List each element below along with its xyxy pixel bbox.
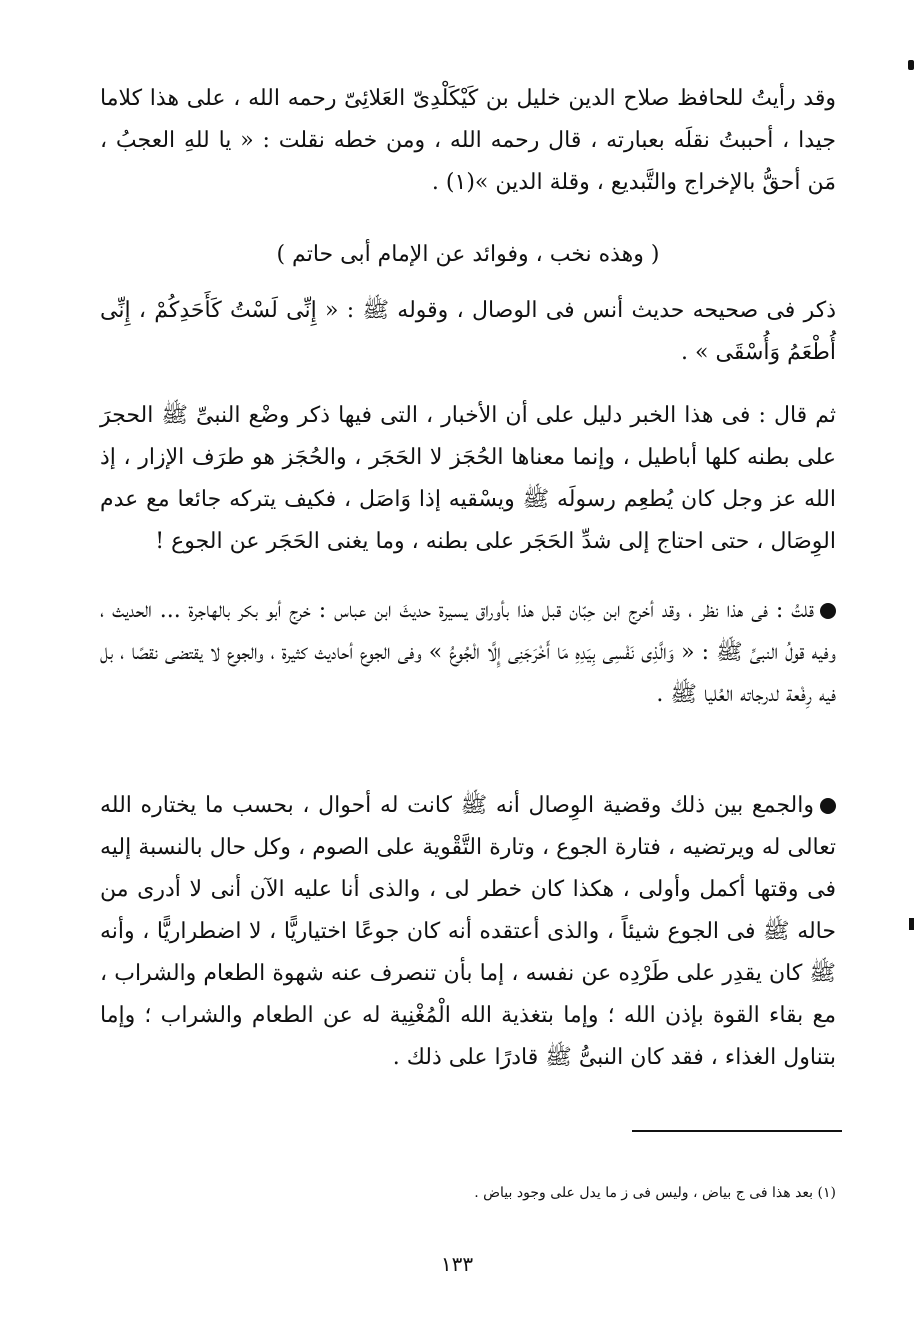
paragraph-hadith [100,290,836,374]
margin-mark [908,60,914,70]
bullet-icon [820,603,836,619]
hadith-text: ذكر فى صحيحه حديث أنس فى الوصال ، وقوله ﷺ : « إِنِّى لَسْتُ كَأَحَدِكُمْ ، إِنِّى أُطْعَمُ وَأُسْقَى » . [100,298,836,365]
section-heading: ( وهذه نخب ، وفوائد عن الإمام أبى حاتم ) [276,242,660,267]
intro-text: وقد رأيتُ للحافظ صلاح الدين خليل بن كَيْكَلْدِىّ العَلائِىّ رحمه الله ، على هذا كلاما جيدا ، أحببتُ نقلَه بعبارته ، قال رحمه الله ، ومن خطه نقلت : « يا للهِ العجبُ ، مَن أحقُّ بالإخراج والتَّبديع ، وقلة الدين »(١) . [100,86,836,195]
footnote: (١) بعد هذا فى ج بياض ، وليس فى ز ما يدل على وجود بياض . [474,1185,836,1201]
bullet-icon [820,798,836,814]
paragraph-reply [100,590,836,716]
reconcile-text: والجمع بين ذلك وقضية الوِصال أنه ﷺ كانت له أحوال ، بحسب ما يختاره الله تعالى له ويرتضيه ، فتارة الجوع ، وتارة التَّقْوية على الصوم ، وكل حال بالنسبة إليه فى وقتها أكمل وأولى ، هكذا كان خطر لى ، والذى أنا عليه الآن أنى لا أدرى من حاله ﷺ فى الجوع شيئاً ، والذى أعتقده أنه كان جوعًا اختياريًّا ، لا اضطراريًّا ، وأنه ﷺ كان يقدِر على طَرْدِه عن نفسه ، إما بأن تنصرف عنه شهوة الطعام والشراب ، مع بقاء القوة بإذن الله ؛ وإما بتغذية الله الْمُغْنِية له عن الطعام والشراب ؛ وإما بتناول الغذاء ، فقد كان النبىُّ ﷺ قادرًا على ذلك . [100,793,836,1070]
paragraph-commentary [100,395,836,563]
margin-mark [909,918,914,930]
commentary-text: ثم قال : فى هذا الخبر دليل على أن الأخبار ، التى فيها ذكر وضْع النبىِّ ﷺ الحجرَ على بطنه كلها أباطيل ، وإنما معناها الحُجَز لا الحَجَر ، والحُجَز هو طرَف الإزار ، إذ الله عز وجل كان يُطعِم رسولَه ﷺ ويسْقيه إذا وَاصَل ، فكيف يتركه جائعا مع عدم الوِصَال ، حتى احتاج إلى شدِّ الحَجَر على بطنه ، وما يغنى الحَجَر عن الجوع ! [100,403,836,554]
paragraph-reconcile [100,785,836,1079]
footnote-divider [632,1130,842,1132]
reply-text: قلتُ : فى هذا نظر ، وقد أخرج ابن حِبّان قبل هذا بأوراق يسيرة حديثَ ابن عباس : خرج أبو بكر بالهاجرة ... الحديث ، وفيه قولُ النبىِّ ﷺ : « وَالَّذِى نَفْسِى بِيَدِهِ مَا أَخْرَجَنِى إِلَّا الْجُوعُ » وفى الجوع أحاديث كثيرة ، والجوع لا يقتضى نقصًا ، بل فيه رِفْعة لدرجاته العُليا ﷺ . [100,598,836,707]
page-number: ١٣٣ [440,1252,474,1276]
paragraph-intro [100,78,836,204]
